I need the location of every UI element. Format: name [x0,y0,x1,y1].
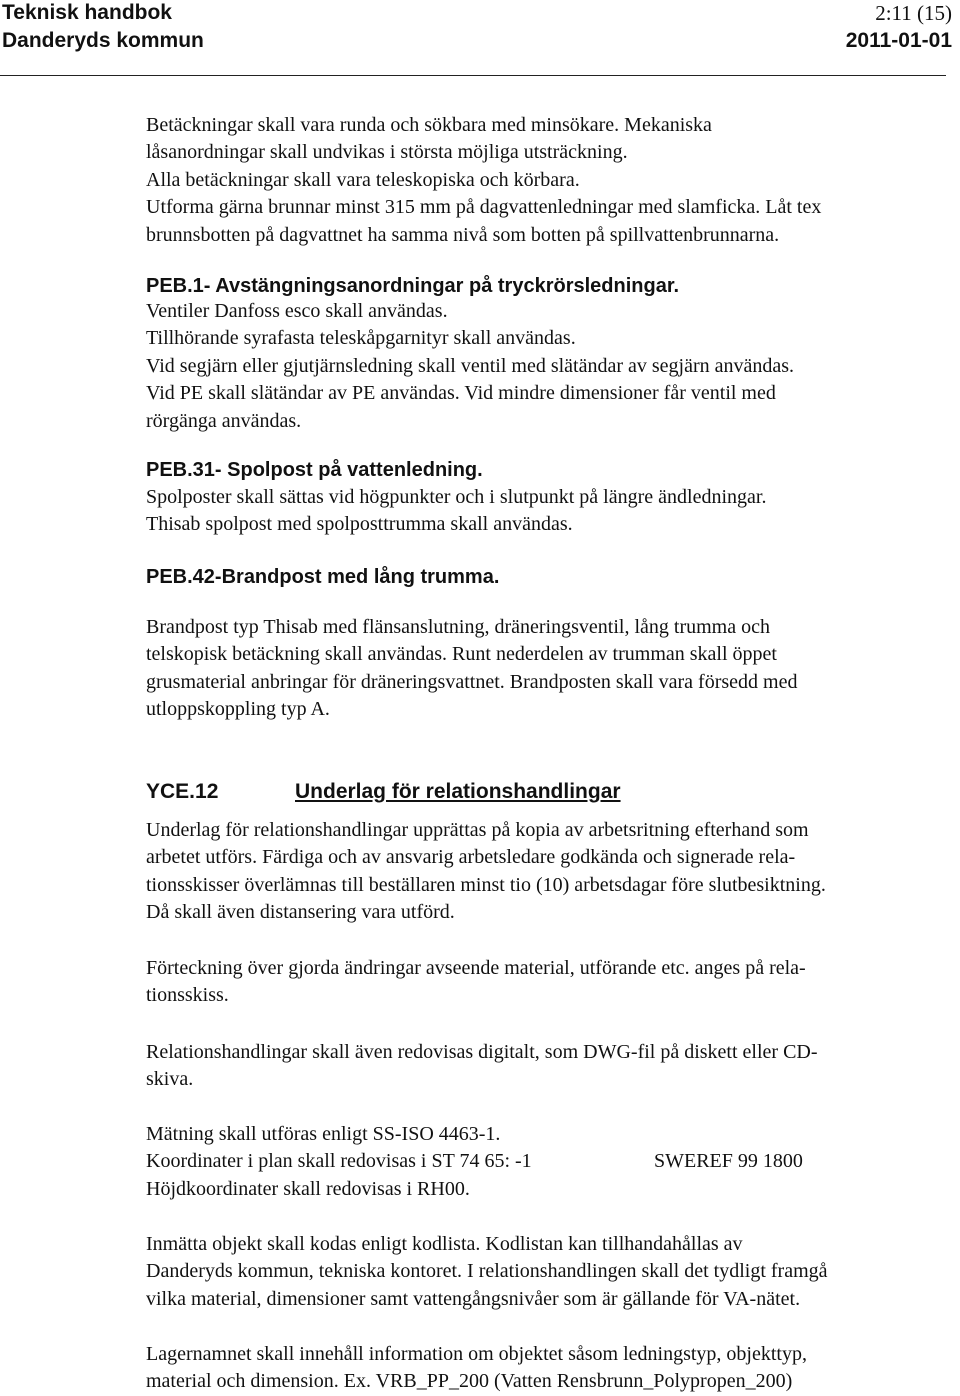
header-row-2 [0,28,952,54]
text-line: telskopisk betäckning skall användas. Runt nederdelen av trumman skall öppet [146,643,777,666]
text-line: Inmätta objekt skall kodas enligt kodlista. Kodlistan kan tillhandahållas av [146,1233,743,1255]
text-line: Vid PE skall slätändar av PE användas. Vid mindre dimensioner får ventil med [146,382,776,405]
text-line: Thisab spolpost med spolposttrumma skall användas. [146,513,573,536]
text-line: rörgänga användas. [146,409,302,432]
yce12-paragraph-2 [146,955,958,1010]
organization-name: Danderyds kommun [2,29,204,52]
text-line: arbetet utförs. Färdiga och av ansvarig arbetsledare godkända och signerade rela- [146,846,796,869]
section-heading-peb42: PEB.42-Brandpost med lång trumma. [146,566,500,588]
text-line: Relationshandlingar skall även redovisas digitalt, som DWG-fil på diskett eller CD- [146,1041,818,1063]
section-code-yce12: YCE.12 [146,780,219,803]
text-line: Ventiler Danfoss esco skall användas. [146,300,448,322]
text-line: låsanordningar skall undvikas i största möjliga utsträckning. [146,141,628,164]
document-title: Teknisk handbok [2,1,172,24]
text-line: Lagernamnet skall innehåll information om objektet såsom ledningstyp, objekttyp, [146,1343,807,1365]
section-heading-peb1: PEB.1- Avstängningsanordningar på tryckrörsledningar. [146,275,680,297]
text-line: Då skall även distansering vara utförd. [146,900,455,923]
text-line: utloppskoppling typ A. [146,697,330,720]
text-line: Förteckning över gjorda ändringar avseende material, utförande etc. anges på rela- [146,957,806,979]
text-line: Mätning skall utföras enligt SS-ISO 4463-1. [146,1123,501,1145]
text-line: Brandpost typ Thisab med flänsanslutning, dräneringsventil, lång trumma och [146,616,770,638]
peb1-paragraph [146,298,958,435]
header-row-1 [0,0,952,26]
text-line: Tillhörande syrafasta teleskåpgarnityr skall användas. [146,327,576,350]
text-line: vilka material, dimensioner samt vattengångsnivåer som är gällande för VA-nätet. [146,1287,801,1310]
text-line: Betäckningar skall vara runda och sökbara med minsökare. Mekaniska [146,114,712,136]
text-line: Danderyds kommun, tekniska kontoret. I relationshandlingen skall det tydligt framgå [146,1260,828,1283]
text-line: tionsskiss. [146,984,229,1007]
peb42-paragraph [146,614,958,723]
text-line: Höjdkoordinater skall redovisas i RH00. [146,1177,470,1200]
yce12-paragraph-4 [146,1121,958,1203]
yce12-paragraph-6 [146,1341,958,1396]
text-line: Vid segjärn eller gjutjärnsledning skall ventil med slätändar av segjärn användas. [146,354,795,377]
coordinate-line [146,1148,958,1175]
yce12-paragraph-5 [146,1231,958,1313]
text-line: brunnsbotten på dagvattnet ha samma nivå som botten på spillvattenbrunnarna. [146,223,780,246]
page-number: 2:11 (15) [875,1,952,25]
text-line: tionsskisser överlämnas till beställaren minst tio (10) arbetsdagar före slutbesiktning. [146,873,826,896]
document-date: 2011-01-01 [845,29,952,52]
yce12-paragraph-1 [146,817,958,926]
text-line: Spolposter skall sättas vid högpunkter och i slutpunkt på längre ändledningar. [146,486,767,508]
header-divider [0,75,946,76]
text-line: Alla betäckningar skall vara teleskopiska och körbara. [146,168,580,191]
section-heading-peb31: PEB.31- Spolpost på vattenledning. [146,459,483,481]
text-line: Underlag för relationshandlingar upprättas på kopia av arbetsritning efterhand som [146,819,809,841]
yce12-paragraph-3 [146,1039,958,1094]
text-line: grusmaterial anbringar för dräneringsvattnet. Brandposten skall vara försedd med [146,670,798,693]
intro-paragraph [146,112,958,249]
text-line: material och dimension. Ex. VRB_PP_200 (Vatten Rensbrunn_Polypropen_200) [146,1370,793,1393]
text-line: Utforma gärna brunnar minst 315 mm på dagvattenledningar med slamficka. Låt tex [146,196,822,219]
coordinate-plan-text: Koordinater i plan skall redovisas i ST 74 65: -1 [146,1150,532,1173]
section-title-yce12: Underlag för relationshandlingar [295,780,621,803]
peb31-paragraph [146,484,958,539]
coordinate-system-text: SWEREF 99 1800 [654,1150,803,1173]
text-line: skiva. [146,1068,194,1091]
